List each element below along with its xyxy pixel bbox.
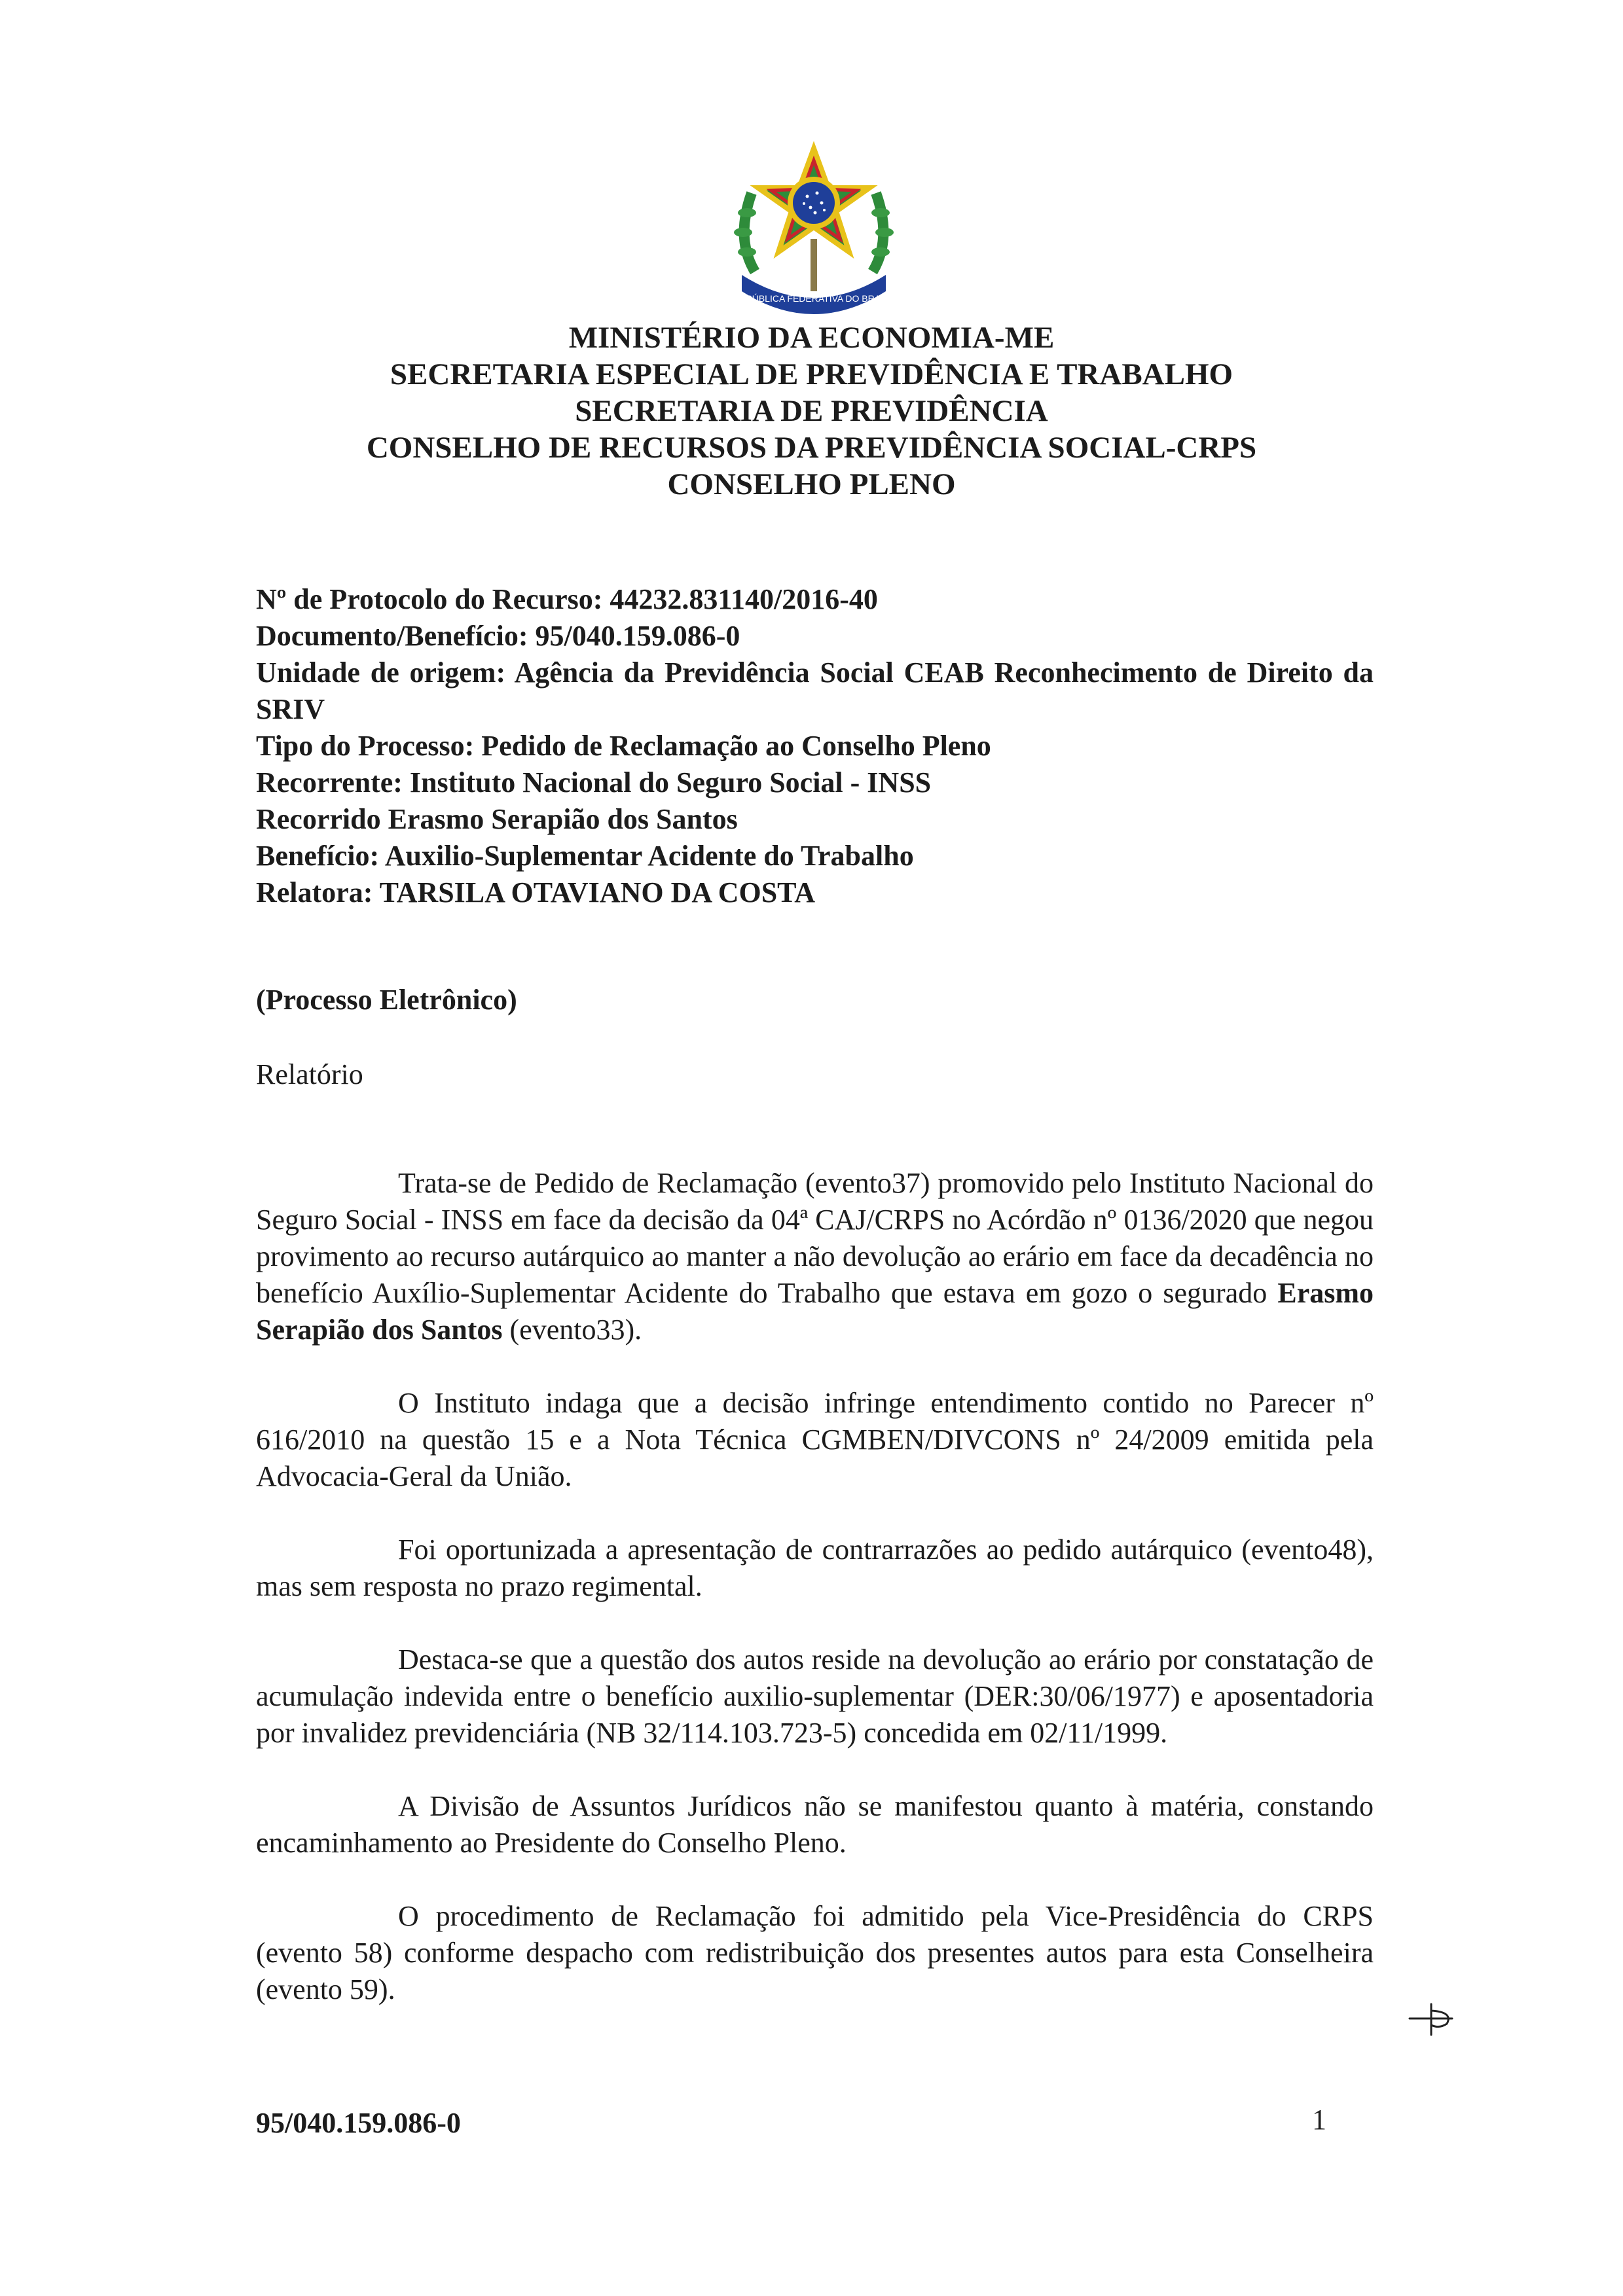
meta-rapporteur: Relatora: TARSILA OTAVIANO DA COSTA — [256, 876, 816, 908]
paragraph-6: O procedimento de Reclamação foi admitido pela Vice-Presidência do CRPS (evento 58) conforme despacho com redistribuição dos presentes autos para esta Conselheira (evento 59). — [256, 1900, 1374, 2005]
paragraph-2: O Instituto indaga que a decisão infringe entendimento contido no Parecer nº 616/2010 na questão 15 e a Nota Técnica CGMBEN/DIVCONS nº 24/2009 emitida pela Advocacia-Geral da União. — [256, 1387, 1374, 1492]
brazil-coat-of-arms-icon — [729, 141, 899, 324]
document-header — [0, 319, 1623, 503]
paragraph-1: Trata-se de Pedido de Reclamação (evento37) promovido pelo Instituto Nacional do Seguro Social - INSS em face da decisão da 04ª CAJ/CRPS no Acórdão nº 0136/2020 que negou provimento ao recurso autárquico ao manter a não devolução ao erário em face da decadência no benefício Auxílio-Suplementar Acidente do Trabalho que estava em gozo o segurado Erasmo Serapião dos Santos (evento33). — [256, 1167, 1374, 1346]
footer-reference: 95/040.159.086-0 — [256, 2107, 461, 2139]
header-council: CONSELHO DE RECURSOS DA PREVIDÊNCIA SOCIAL-CRPS — [366, 431, 1257, 465]
paragraph-4: Destaca-se que a questão dos autos reside na devolução ao erário por constatação de acumulação indevida entre o benefício auxilio-suplementar (DER:30/06/1977) e aposentadoria por invalidez previdenciária (NB 32/114.103.723-5) concedida em 02/11/1999. — [256, 1643, 1374, 1749]
case-metadata — [256, 581, 1374, 911]
insured-name: Erasmo Serapião dos Santos — [256, 1277, 1374, 1346]
handwritten-initials-icon — [1406, 1999, 1459, 2038]
process-note: (Processo Eletrônico) — [256, 984, 517, 1016]
paragraph-5: A Divisão de Assuntos Jurídicos não se manifestou quanto à matéria, constando encaminhamento ao Presidente do Conselho Pleno. — [256, 1790, 1374, 1859]
meta-appellee: Recorrido Erasmo Serapião dos Santos — [256, 803, 738, 835]
meta-origin-unit: Unidade de origem: Agência da Previdência Social CEAB Reconhecimento de Direito da SRIV — [256, 656, 1374, 725]
meta-appellant: Recorrente: Instituto Nacional do Seguro Social - INSS — [256, 766, 932, 798]
meta-benefit: Benefício: Auxilio-Suplementar Acidente do Trabalho — [256, 840, 914, 872]
paragraph-3: Foi oportunizada a apresentação de contrarrazões ao pedido autárquico (evento48), mas sem resposta no prazo regimental. — [256, 1534, 1374, 1602]
section-title: Relatório — [256, 1058, 363, 1090]
header-ministry: MINISTÉRIO DA ECONOMIA-ME — [568, 321, 1055, 355]
header-special-secretariat: SECRETARIA ESPECIAL DE PREVIDÊNCIA E TRABALHO — [390, 357, 1233, 391]
meta-protocol: Nº de Protocolo do Recurso: 44232.831140/2016-40 — [256, 583, 878, 615]
meta-process-type: Tipo do Processo: Pedido de Reclamação ao Conselho Pleno — [256, 730, 991, 762]
header-plenary: CONSELHO PLENO — [667, 467, 956, 501]
svg-text:REPÚBLICA FEDERATIVA DO BRASIL: REPÚBLICA FEDERATIVA DO BRASIL — [733, 293, 895, 304]
report-body — [256, 1165, 1374, 2045]
page-number: 1 — [1312, 2104, 1326, 2136]
header-secretariat: SECRETARIA DE PREVIDÊNCIA — [575, 394, 1048, 428]
meta-document: Documento/Benefício: 95/040.159.086-0 — [256, 620, 740, 652]
